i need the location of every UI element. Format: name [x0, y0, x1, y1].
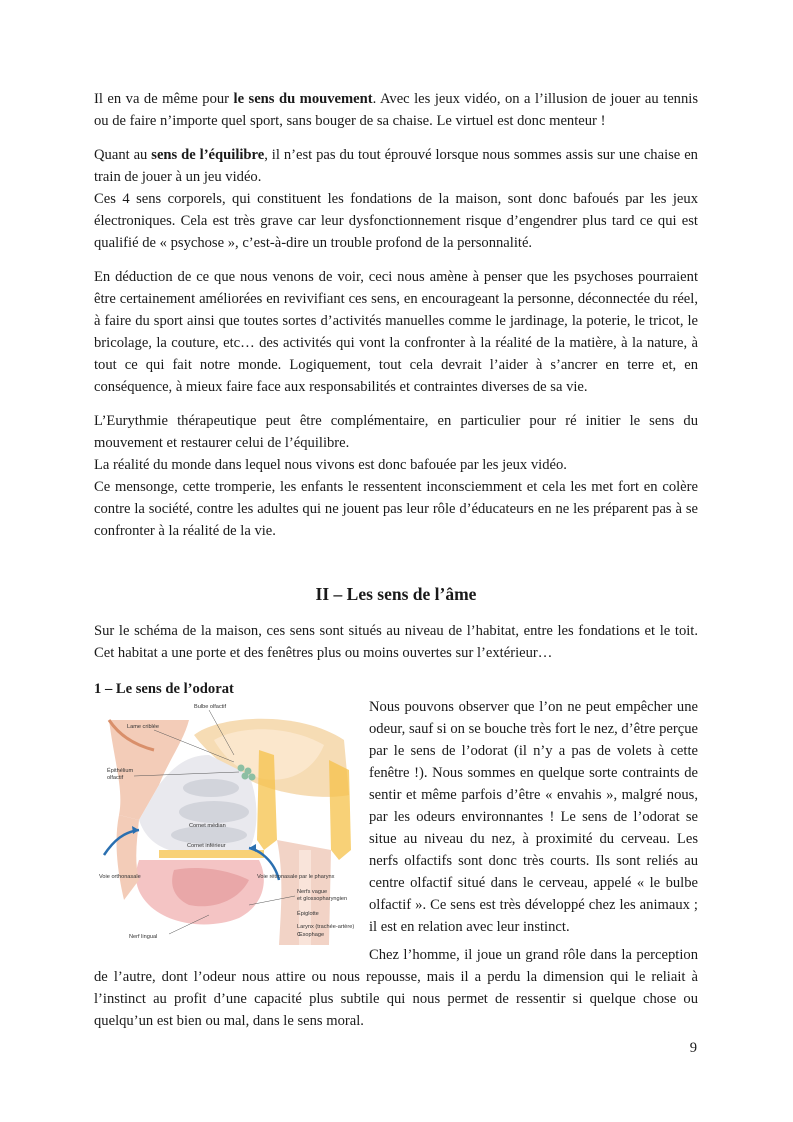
paragraph-odorat: Nous pouvons observer que l’on ne peut empêcher une odeur, sauf si on se bouche très fort le nez, d’être perçue par le sens de l’odorat (il n’y a pas de volets à cette fenêtre !). Nous sommes en quelque sorte contraints de sentir et même parfois d’être « envahis », malgré nous, par les odeurs environnantes ! Le sens de l’odorat se situe au niveau du nez, à proximité du cerveau. Les nerfs olfactifs sont donc très courts. Ils sont reliés au centre olfactif situé dans le cerveau, appelé « le bulbe olfactif ». Ce sens est très développé chez les animaux ; il est en relation avec leur instinct. [369, 699, 698, 935]
label-larynx: Larynx (trachée-artère) [297, 924, 355, 930]
document-page [94, 88, 698, 700]
section-title: II – Les sens de l’âme [315, 584, 477, 604]
label-nerfs-1: Nerfs vague [297, 889, 328, 895]
label-epiglotte: Épiglotte [297, 911, 319, 917]
label-nerfs-2: et glossopharyngien [297, 896, 348, 902]
odorat-side-text-block [369, 696, 698, 938]
paragraph-homme: Chez l’homme, il joue un grand rôle dans la perception de l’autre, dont l’odeur nous attire ou nous repousse, mais il a perdu la dimension qui le reliait à l’instinct au profit d’une capacité plus subtile qui nous permet de ressentir si quelque chose ou quelqu’un est bien ou mal, dans le sens moral. [94, 947, 698, 1029]
bold-term: le sens du mouvement [233, 91, 373, 107]
paragraph-realite: La réalité du monde dans lequel nous vivons est donc bafouée par les jeux vidéo. [94, 457, 567, 473]
section-intro: Sur le schéma de la maison, ces sens sont situés au niveau de l’habitat, entre les fondations et le toit. Cet habitat a une porte et des fenêtres plus ou moins ouvertes sur l’extérieur… [94, 623, 698, 661]
label-voie-ortho: Voie orthonasale [99, 874, 141, 880]
page-number: 9 [689, 1040, 697, 1056]
paragraph-mouvement: Il en va de même pour le sens du mouvement. Avec les jeux vidéo, on a l’illusion de jouer au tennis ou de faire n’importe quel sport, sans bouger de sa chaise. Le virtuel est donc menteur ! [94, 91, 698, 129]
label-nerf-lingual: Nerf lingual [129, 934, 158, 940]
label-epithelium-1: Épithélium [107, 768, 134, 774]
paragraph-equilibre: Quant au sens de l’équilibre, il n’est pas du tout éprouvé lorsque nous sommes assis sur une chaise en train de jouer à un jeu vidéo. [94, 147, 698, 185]
paragraph-psychoses: En déduction de ce que nous venons de voir, ceci nous amène à penser que les psychoses pourraient être certainement améliorées en revivifiant ces sens, en encourageant la personne, déconnectée du réel, à faire du sport ainsi que toutes sortes d’activités manuelles comme le jardinage, la poterie, le tricot, le bricolage, la couture, etc… des activités qui vont la confronter à la réalité de la matière, à la nature, à tout ce qui fait notre monde. Logiquement, tout cela devrait l’aider à s’ancrer en terre et, en conséquence, à mieux faire face aux responsabilités et contraintes diverses de sa vie. [94, 269, 698, 395]
label-cornet-inferieur: Cornet inférieur [187, 843, 226, 849]
bold-term: sens de l’équilibre [151, 147, 265, 163]
subsection-title: 1 – Le sens de l’odorat [94, 681, 234, 697]
label-cornet-median: Cornet médian [189, 823, 226, 829]
odorat-continuation [94, 944, 698, 1032]
label-epithelium-2: olfactif [107, 775, 124, 781]
label-voie-retro: Voie rétronasale par le pharynx [257, 874, 335, 880]
label-lame: Lame criblée [127, 724, 160, 730]
label-oesophage: Œsophage [297, 932, 325, 938]
paragraph-sens-corporels: Ces 4 sens corporels, qui constituent les fondations de la maison, sont donc bafoués par les jeux électroniques. Cela est très grave car leur dysfonctionnement risque d’engendrer plus tard ce qui est qualifié de « psychose », c’est-à-dire un trouble profond de la personnalité. [94, 191, 698, 251]
paragraph-mensonge: Ce mensonge, cette tromperie, les enfants le ressentent inconsciemment et cela les met fort en colère contre la société, contre les adultes qui ne jouent pas leur rôle d’éducateurs en ne les préparent pas à se confronter à la réalité de la vie. [94, 479, 698, 539]
olfaction-diagram [99, 700, 359, 945]
label-bulbe: Bulbe olfactif [194, 704, 227, 710]
paragraph-eurythmie: L’Eurythmie thérapeutique peut être complémentaire, en particulier pour ré initier le sens du mouvement et restaurer celui de l’équilibre. [94, 413, 698, 451]
